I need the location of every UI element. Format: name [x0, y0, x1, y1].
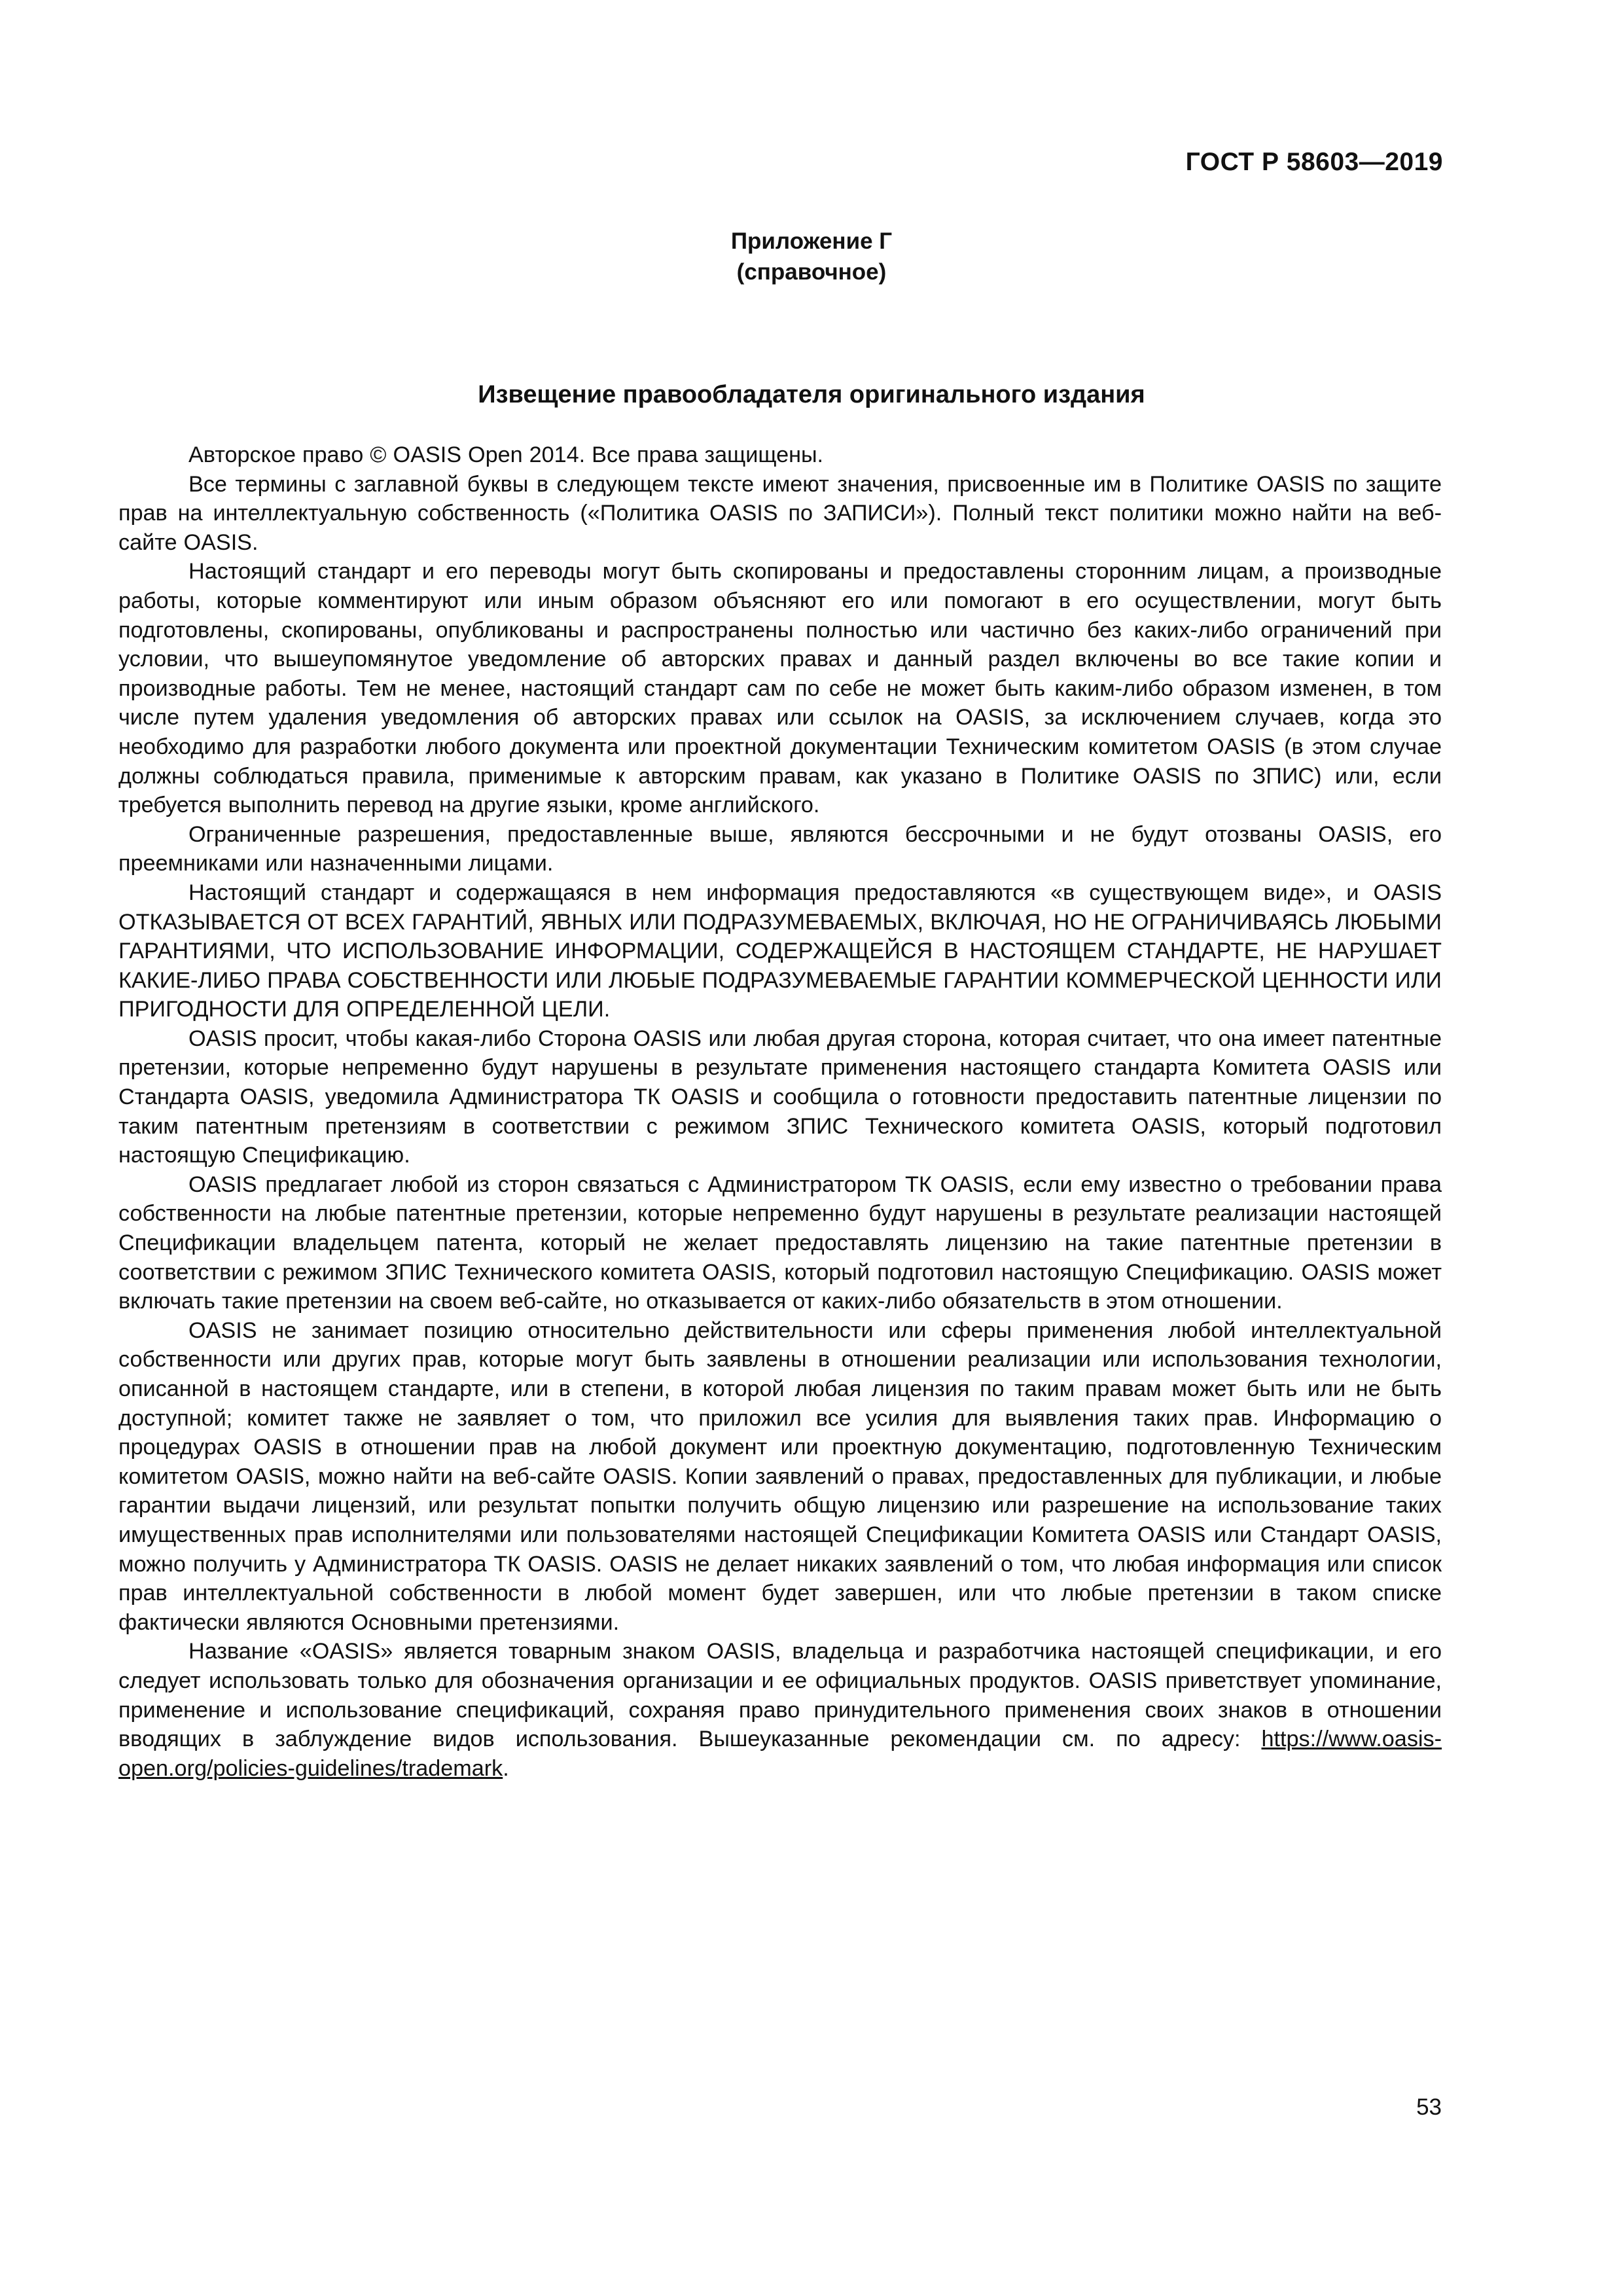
trademark-link[interactable]: https://www.oasis-open.org/policies-guidelines/trademark	[118, 1727, 1442, 1781]
paragraph-disclaimer: Настоящий стандарт и содержащаяся в нем информация предоставляются «в существующем виде», и OASIS ОТКАЗЫВАЕТСЯ ОТ ВСЕХ ГАРАНТИЙ, ЯВНЫХ ИЛИ ПОДРАЗУМЕВАЕМЫХ, ВКЛЮЧАЯ, НО НЕ ОГРАНИЧИВАЯСЬ ЛЮБЫМИ ГАРАНТИЯМИ, ЧТО ИСПОЛЬЗОВАНИЕ ИНФОРМАЦИИ, СОДЕРЖАЩЕЙСЯ В НАСТОЯЩЕМ СТАНДАРТЕ, НЕ НАРУШАЕТ КАКИЕ-ЛИБО ПРАВА СОБСТВЕННОСТИ ИЛИ ЛЮБЫЕ ПОДРАЗУМЕВАЕМЫЕ ГАРАНТИИ КОММЕРЧЕСКОЙ ЦЕННОСТИ ИЛИ ПРИГОДНОСТИ ДЛЯ ОПРЕДЕЛЕННОЙ ЦЕЛИ.	[118, 880, 1442, 1022]
appendix-title: Приложение Г	[730, 228, 893, 254]
paragraph-position: OASIS не занимает позицию относительно действительности или сферы применения любой интеллектуальной собственности или других прав, которые могут быть заявлены в отношении реализации или использования технологии, описанной в настоящем стандарте, или в степени, в которой любая лицензия по таким правам может быть или не быть доступной; комитет также не заявляет о том, что приложил все усилия для выявления таких прав. Информацию о процедурах OASIS в отношении прав на любой документ или проектную документацию, подготовленную Техническим комитетом OASIS, можно найти на веб-сайте OASIS. Копии заявлений о правах, предоставленных для публикации, и любые гарантии выдачи лицензий, или результат попытки получить общую лицензию или разрешение на использование таких имущественных прав исполнителями или пользователями настоящей Спецификации Комитета OASIS или Стандарт OASIS, можно получить у Администратора ТК OASIS. OASIS не делает никаких заявлений о том, что любая информация или список прав интеллектуальной собственности в любой момент будет завершен, или что любые претензии в таком списке фактически являются Основными претензиями.	[118, 1318, 1442, 1635]
notice-body	[118, 440, 1442, 1783]
paragraph-copyright: Авторское право © OASIS Open 2014. Все права защищены.	[188, 442, 824, 467]
paragraph-trademark	[118, 1637, 1442, 1783]
appendix-kind: (справочное)	[736, 259, 887, 285]
paragraph-permissions: Ограниченные разрешения, предоставленные выше, являются бессрочными и не будут отозваны OASIS, его преемниками или назначенными лицами.	[118, 821, 1442, 876]
page-number: 53	[1416, 2094, 1442, 2120]
appendix-heading	[0, 226, 1623, 287]
paragraph-terms: Все термины с заглавной буквы в следующем тексте имеют значения, присвоенные им в Политике OASIS по защите прав на интеллектуальную собственность («Политика OASIS по ЗАПИСИ»). Полный текст политики можно найти на веб-сайте OASIS.	[118, 471, 1442, 555]
document-standard-number: ГОСТ Р 58603—2019	[1185, 148, 1443, 176]
trademark-text: Название «OASIS» является товарным знаком OASIS, владельца и разработчика настоящей спецификации, и его следует использовать только для обозначения организации и ее официальных продуктов. OASIS приветствует упоминание, применение и использование спецификаций, сохраняя право принудительного применения своих знаков в отношении вводящих в заблуждение видов использования. Вышеуказанные рекомендации см. по адресу:	[118, 1639, 1442, 1752]
notice-title: Извещение правообладателя оригинального издания	[478, 381, 1145, 408]
trademark-link-trailing: .	[503, 1755, 509, 1781]
paragraph-patent-invite: OASIS предлагает любой из сторон связаться с Администратором ТК OASIS, если ему известно о требовании права собственности на любые патентные претензии, которые непременно будут нарушены в результате реализации настоящей Спецификации владельцем патента, который не желает предоставлять лицензию на такие патентные претензии в соответствии с режимом ЗПИС Технического комитета OASIS, который подготовил настоящую Спецификацию. OASIS может включать такие претензии на своем веб-сайте, но отказывается от каких-либо обязательств в этом отношении.	[118, 1172, 1442, 1314]
paragraph-copying: Настоящий стандарт и его переводы могут быть скопированы и предоставлены сторонним лицам, а производные работы, которые комментируют или иным образом объясняют его или помогают в его осуществлении, могут быть подготовлены, скопированы, опубликованы и распространены полностью или частично без каких-либо ограничений при условии, что вышеупомянутое уведомление об авторских правах и данный раздел включены во все такие копии и производные работы. Тем не менее, настоящий стандарт сам по себе не может быть каким-либо образом изменен, в том числе путем удаления уведомления об авторских правах или ссылок на OASIS, за исключением случаев, когда это необходимо для разработки любого документа или проектной документации Техническим комитетом OASIS (в этом случае должны соблюдаться правила, применимые к авторским правам, как указано в Политике OASIS по ЗПИС) или, если требуется выполнить перевод на другие языки, кроме английского.	[118, 559, 1442, 818]
paragraph-patent-request: OASIS просит, чтобы какая-либо Сторона OASIS или любая другая сторона, которая считает, что она имеет патентные претензии, которые непременно будут нарушены в результате применения настоящего стандарта Комитета OASIS или Стандарта OASIS, уведомила Администратора ТК OASIS и сообщила о готовности предоставить патентные лицензии по таким патентным претензиям в соответствии с режимом ЗПИС Технического комитета OASIS, который подготовил настоящую Спецификацию.	[118, 1026, 1442, 1168]
